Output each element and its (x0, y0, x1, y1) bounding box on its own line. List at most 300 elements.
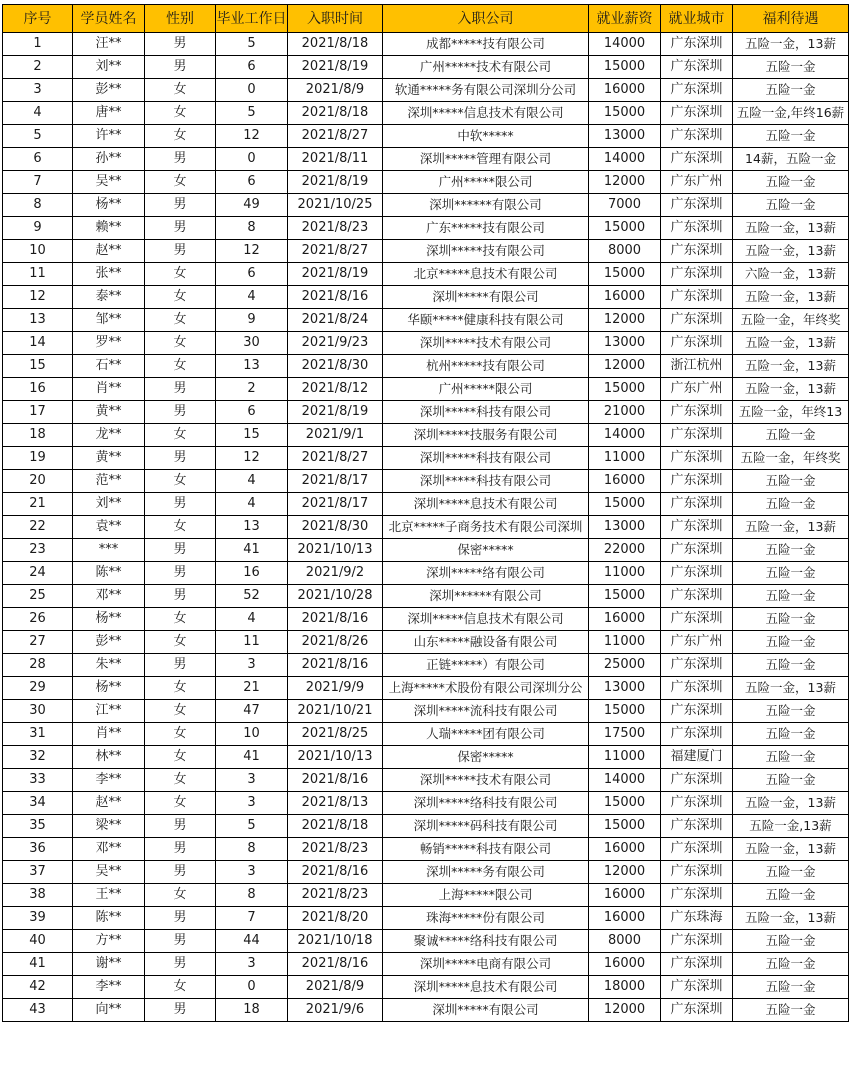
table-row (3, 884, 849, 907)
table-row (3, 171, 849, 194)
cell-benefits: 五险一金，13薪 (733, 355, 849, 378)
cell-salary: 15000 (589, 56, 661, 79)
cell-city: 广东深圳 (661, 861, 733, 884)
cell-hire-date: 2021/8/12 (288, 378, 383, 401)
cell-index: 41 (3, 953, 73, 976)
cell-benefits: 五险一金 (733, 608, 849, 631)
cell-days-after-graduation: 4 (216, 470, 288, 493)
cell-company: 深圳*****科技有限公司 (383, 401, 589, 424)
cell-city: 广东深圳 (661, 999, 733, 1022)
cell-days-after-graduation: 44 (216, 930, 288, 953)
cell-student-name: 陈** (73, 907, 145, 930)
cell-days-after-graduation: 6 (216, 171, 288, 194)
cell-hire-date: 2021/10/21 (288, 700, 383, 723)
cell-benefits: 五险一金，13薪 (733, 516, 849, 539)
cell-student-name: 谢** (73, 953, 145, 976)
cell-index: 24 (3, 562, 73, 585)
table-row (3, 585, 849, 608)
cell-days-after-graduation: 8 (216, 217, 288, 240)
cell-days-after-graduation: 5 (216, 815, 288, 838)
cell-company: 成都*****技有限公司 (383, 33, 589, 56)
cell-gender: 男 (145, 217, 216, 240)
cell-city: 广东深圳 (661, 102, 733, 125)
cell-gender: 男 (145, 654, 216, 677)
cell-student-name: *** (73, 539, 145, 562)
cell-city: 广东深圳 (661, 608, 733, 631)
cell-index: 3 (3, 79, 73, 102)
cell-benefits: 五险一金，年终奖 (733, 309, 849, 332)
cell-salary: 14000 (589, 769, 661, 792)
cell-hire-date: 2021/8/16 (288, 608, 383, 631)
cell-hire-date: 2021/8/25 (288, 723, 383, 746)
cell-hire-date: 2021/8/23 (288, 217, 383, 240)
cell-gender: 男 (145, 194, 216, 217)
cell-gender: 男 (145, 240, 216, 263)
cell-index: 43 (3, 999, 73, 1022)
cell-salary: 17500 (589, 723, 661, 746)
cell-company: 正链*****）有限公司 (383, 654, 589, 677)
table-row (3, 539, 849, 562)
cell-salary: 21000 (589, 401, 661, 424)
cell-city: 广东深圳 (661, 792, 733, 815)
cell-gender: 女 (145, 976, 216, 999)
cell-city: 广东珠海 (661, 907, 733, 930)
cell-days-after-graduation: 3 (216, 769, 288, 792)
cell-index: 18 (3, 424, 73, 447)
cell-hire-date: 2021/8/17 (288, 493, 383, 516)
cell-student-name: 陈** (73, 562, 145, 585)
cell-company: 软通*****务有限公司深圳分公司 (383, 79, 589, 102)
table-row (3, 56, 849, 79)
cell-student-name: 李** (73, 769, 145, 792)
cell-student-name: 袁** (73, 516, 145, 539)
cell-city: 广东深圳 (661, 930, 733, 953)
cell-city: 福建厦门 (661, 746, 733, 769)
cell-hire-date: 2021/8/11 (288, 148, 383, 171)
cell-company: 深圳*****技有限公司 (383, 240, 589, 263)
cell-student-name: 江** (73, 700, 145, 723)
cell-salary: 15000 (589, 263, 661, 286)
cell-student-name: 汪** (73, 33, 145, 56)
cell-gender: 女 (145, 700, 216, 723)
table-row (3, 677, 849, 700)
cell-hire-date: 2021/9/6 (288, 999, 383, 1022)
cell-salary: 25000 (589, 654, 661, 677)
cell-days-after-graduation: 12 (216, 447, 288, 470)
cell-student-name: 龙** (73, 424, 145, 447)
cell-benefits: 五险一金，13薪 (733, 217, 849, 240)
cell-salary: 13000 (589, 677, 661, 700)
cell-gender: 男 (145, 907, 216, 930)
cell-days-after-graduation: 6 (216, 401, 288, 424)
cell-salary: 11000 (589, 562, 661, 585)
cell-city: 广东深圳 (661, 976, 733, 999)
cell-salary: 15000 (589, 378, 661, 401)
cell-company: 广州*****限公司 (383, 171, 589, 194)
cell-student-name: 石** (73, 355, 145, 378)
cell-days-after-graduation: 7 (216, 907, 288, 930)
cell-company: 北京*****子商务技术有限公司深圳 (383, 516, 589, 539)
cell-hire-date: 2021/10/18 (288, 930, 383, 953)
cell-gender: 男 (145, 401, 216, 424)
cell-days-after-graduation: 5 (216, 102, 288, 125)
cell-benefits: 五险一金 (733, 585, 849, 608)
cell-hire-date: 2021/8/19 (288, 171, 383, 194)
cell-salary: 16000 (589, 608, 661, 631)
cell-gender: 男 (145, 56, 216, 79)
cell-student-name: 赵** (73, 792, 145, 815)
cell-student-name: 杨** (73, 608, 145, 631)
cell-days-after-graduation: 3 (216, 953, 288, 976)
cell-gender: 男 (145, 539, 216, 562)
cell-index: 16 (3, 378, 73, 401)
cell-hire-date: 2021/8/16 (288, 286, 383, 309)
cell-student-name: 邓** (73, 585, 145, 608)
cell-index: 28 (3, 654, 73, 677)
cell-index: 4 (3, 102, 73, 125)
table-body (3, 33, 849, 1022)
cell-city: 广东深圳 (661, 332, 733, 355)
cell-city: 浙江杭州 (661, 355, 733, 378)
cell-benefits: 五险一金 (733, 171, 849, 194)
cell-days-after-graduation: 3 (216, 654, 288, 677)
cell-salary: 12000 (589, 171, 661, 194)
cell-gender: 女 (145, 309, 216, 332)
table-row (3, 309, 849, 332)
cell-hire-date: 2021/8/19 (288, 263, 383, 286)
header-salary: 就业薪资 (589, 5, 661, 33)
cell-days-after-graduation: 13 (216, 516, 288, 539)
cell-days-after-graduation: 5 (216, 33, 288, 56)
cell-salary: 14000 (589, 33, 661, 56)
cell-hire-date: 2021/8/27 (288, 447, 383, 470)
cell-company: 杭州*****技有限公司 (383, 355, 589, 378)
cell-salary: 11000 (589, 631, 661, 654)
cell-company: 深圳*****息技术有限公司 (383, 493, 589, 516)
cell-benefits: 五险一金 (733, 470, 849, 493)
cell-student-name: 林** (73, 746, 145, 769)
cell-hire-date: 2021/8/19 (288, 56, 383, 79)
cell-days-after-graduation: 49 (216, 194, 288, 217)
cell-student-name: 刘** (73, 493, 145, 516)
cell-student-name: 吴** (73, 861, 145, 884)
cell-index: 21 (3, 493, 73, 516)
cell-gender: 女 (145, 79, 216, 102)
cell-days-after-graduation: 10 (216, 723, 288, 746)
table-row (3, 769, 849, 792)
cell-days-after-graduation: 6 (216, 56, 288, 79)
cell-hire-date: 2021/9/2 (288, 562, 383, 585)
cell-company: 深圳*****科技有限公司 (383, 447, 589, 470)
cell-benefits: 五险一金 (733, 424, 849, 447)
cell-gender: 男 (145, 861, 216, 884)
cell-city: 广东深圳 (661, 286, 733, 309)
table-row (3, 79, 849, 102)
cell-hire-date: 2021/8/30 (288, 516, 383, 539)
cell-index: 35 (3, 815, 73, 838)
cell-gender: 女 (145, 355, 216, 378)
table-row (3, 240, 849, 263)
cell-days-after-graduation: 41 (216, 539, 288, 562)
cell-hire-date: 2021/8/9 (288, 79, 383, 102)
table-row (3, 401, 849, 424)
cell-company: 深圳*****流科技有限公司 (383, 700, 589, 723)
cell-salary: 13000 (589, 516, 661, 539)
cell-city: 广东深圳 (661, 447, 733, 470)
cell-benefits: 五险一金 (733, 493, 849, 516)
cell-company: 深圳*****信息技术有限公司 (383, 102, 589, 125)
cell-company: 深圳*****络科技有限公司 (383, 792, 589, 815)
table-row (3, 493, 849, 516)
cell-student-name: 肖** (73, 723, 145, 746)
cell-index: 25 (3, 585, 73, 608)
cell-hire-date: 2021/8/26 (288, 631, 383, 654)
cell-salary: 12000 (589, 861, 661, 884)
cell-hire-date: 2021/10/13 (288, 746, 383, 769)
header-benefits: 福利待遇 (733, 5, 849, 33)
cell-city: 广东深圳 (661, 769, 733, 792)
cell-salary: 16000 (589, 907, 661, 930)
cell-index: 38 (3, 884, 73, 907)
table-row (3, 631, 849, 654)
cell-student-name: 许** (73, 125, 145, 148)
cell-days-after-graduation: 3 (216, 861, 288, 884)
cell-student-name: 张** (73, 263, 145, 286)
cell-benefits: 五险一金 (733, 930, 849, 953)
cell-company: 广州*****限公司 (383, 378, 589, 401)
cell-student-name: 方** (73, 930, 145, 953)
cell-index: 17 (3, 401, 73, 424)
table-row (3, 608, 849, 631)
cell-student-name: 泰** (73, 286, 145, 309)
cell-index: 11 (3, 263, 73, 286)
cell-salary: 13000 (589, 332, 661, 355)
cell-company: 深圳*****信息技术有限公司 (383, 608, 589, 631)
cell-city: 广东深圳 (661, 585, 733, 608)
cell-index: 2 (3, 56, 73, 79)
table-row (3, 838, 849, 861)
table-row (3, 953, 849, 976)
cell-days-after-graduation: 4 (216, 286, 288, 309)
cell-benefits: 五险一金，13薪 (733, 240, 849, 263)
header-index: 序号 (3, 5, 73, 33)
cell-hire-date: 2021/8/27 (288, 125, 383, 148)
cell-city: 广东深圳 (661, 884, 733, 907)
cell-student-name: 罗** (73, 332, 145, 355)
cell-salary: 8000 (589, 930, 661, 953)
table-row (3, 861, 849, 884)
cell-days-after-graduation: 21 (216, 677, 288, 700)
cell-salary: 16000 (589, 470, 661, 493)
cell-salary: 15000 (589, 493, 661, 516)
cell-benefits: 五险一金,13薪 (733, 815, 849, 838)
cell-city: 广东深圳 (661, 33, 733, 56)
cell-salary: 22000 (589, 539, 661, 562)
cell-days-after-graduation: 2 (216, 378, 288, 401)
cell-days-after-graduation: 8 (216, 884, 288, 907)
cell-gender: 女 (145, 723, 216, 746)
cell-company: 山东*****融设备有限公司 (383, 631, 589, 654)
cell-company: 上海*****术股份有限公司深圳分公 (383, 677, 589, 700)
cell-company: 北京*****息技术有限公司 (383, 263, 589, 286)
cell-gender: 女 (145, 470, 216, 493)
table-row (3, 976, 849, 999)
cell-days-after-graduation: 9 (216, 309, 288, 332)
cell-city: 广东深圳 (661, 723, 733, 746)
cell-index: 6 (3, 148, 73, 171)
cell-city: 广东广州 (661, 171, 733, 194)
cell-hire-date: 2021/8/23 (288, 884, 383, 907)
table-row (3, 516, 849, 539)
cell-benefits: 五险一金 (733, 769, 849, 792)
cell-company: 珠海*****份有限公司 (383, 907, 589, 930)
table-row (3, 470, 849, 493)
cell-days-after-graduation: 0 (216, 79, 288, 102)
cell-city: 广东深圳 (661, 263, 733, 286)
cell-benefits: 五险一金，13薪 (733, 332, 849, 355)
cell-company: 深圳******有限公司 (383, 194, 589, 217)
cell-hire-date: 2021/8/16 (288, 861, 383, 884)
cell-index: 33 (3, 769, 73, 792)
cell-benefits: 五险一金，年终奖 (733, 447, 849, 470)
cell-days-after-graduation: 12 (216, 125, 288, 148)
cell-city: 广东广州 (661, 631, 733, 654)
cell-city: 广东深圳 (661, 217, 733, 240)
table-row (3, 263, 849, 286)
cell-salary: 14000 (589, 424, 661, 447)
cell-student-name: 彭** (73, 79, 145, 102)
cell-days-after-graduation: 4 (216, 608, 288, 631)
cell-hire-date: 2021/8/18 (288, 33, 383, 56)
cell-index: 30 (3, 700, 73, 723)
cell-gender: 女 (145, 332, 216, 355)
cell-city: 广东深圳 (661, 700, 733, 723)
cell-salary: 12000 (589, 309, 661, 332)
cell-salary: 18000 (589, 976, 661, 999)
cell-days-after-graduation: 8 (216, 838, 288, 861)
table-row (3, 33, 849, 56)
cell-days-after-graduation: 15 (216, 424, 288, 447)
cell-city: 广东深圳 (661, 56, 733, 79)
cell-hire-date: 2021/8/30 (288, 355, 383, 378)
cell-student-name: 王** (73, 884, 145, 907)
cell-city: 广东深圳 (661, 838, 733, 861)
cell-index: 40 (3, 930, 73, 953)
cell-benefits: 五险一金，13薪 (733, 792, 849, 815)
cell-index: 19 (3, 447, 73, 470)
cell-gender: 女 (145, 769, 216, 792)
cell-benefits: 五险一金 (733, 746, 849, 769)
cell-city: 广东深圳 (661, 493, 733, 516)
cell-city: 广东深圳 (661, 516, 733, 539)
cell-student-name: 肖** (73, 378, 145, 401)
cell-student-name: 朱** (73, 654, 145, 677)
cell-days-after-graduation: 4 (216, 493, 288, 516)
cell-company: 广东*****技有限公司 (383, 217, 589, 240)
cell-student-name: 彭** (73, 631, 145, 654)
cell-hire-date: 2021/8/13 (288, 792, 383, 815)
cell-days-after-graduation: 11 (216, 631, 288, 654)
cell-company: 畅销*****科技有限公司 (383, 838, 589, 861)
cell-days-after-graduation: 47 (216, 700, 288, 723)
cell-days-after-graduation: 52 (216, 585, 288, 608)
header-row (3, 5, 849, 33)
cell-company: 广州*****技术有限公司 (383, 56, 589, 79)
cell-hire-date: 2021/8/16 (288, 769, 383, 792)
cell-days-after-graduation: 0 (216, 976, 288, 999)
cell-hire-date: 2021/9/23 (288, 332, 383, 355)
cell-city: 广东深圳 (661, 539, 733, 562)
cell-city: 广东深圳 (661, 194, 733, 217)
cell-company: 聚诚*****络科技有限公司 (383, 930, 589, 953)
cell-salary: 15000 (589, 585, 661, 608)
cell-salary: 16000 (589, 884, 661, 907)
cell-index: 1 (3, 33, 73, 56)
cell-benefits: 五险一金，13薪 (733, 838, 849, 861)
cell-index: 39 (3, 907, 73, 930)
cell-student-name: 杨** (73, 677, 145, 700)
cell-benefits: 五险一金 (733, 884, 849, 907)
table-row (3, 217, 849, 240)
cell-salary: 12000 (589, 355, 661, 378)
cell-benefits: 五险一金 (733, 999, 849, 1022)
table-row (3, 999, 849, 1022)
cell-gender: 女 (145, 125, 216, 148)
cell-index: 29 (3, 677, 73, 700)
cell-gender: 女 (145, 608, 216, 631)
cell-benefits: 五险一金 (733, 723, 849, 746)
cell-hire-date: 2021/8/9 (288, 976, 383, 999)
cell-salary: 15000 (589, 700, 661, 723)
cell-index: 23 (3, 539, 73, 562)
cell-gender: 男 (145, 585, 216, 608)
cell-city: 广东深圳 (661, 125, 733, 148)
cell-student-name: 向** (73, 999, 145, 1022)
cell-days-after-graduation: 18 (216, 999, 288, 1022)
cell-benefits: 五险一金 (733, 654, 849, 677)
cell-benefits: 六险一金，13薪 (733, 263, 849, 286)
cell-gender: 男 (145, 378, 216, 401)
cell-benefits: 五险一金 (733, 79, 849, 102)
cell-student-name: 孙** (73, 148, 145, 171)
cell-city: 广东深圳 (661, 401, 733, 424)
cell-company: 深圳*****有限公司 (383, 286, 589, 309)
cell-gender: 女 (145, 263, 216, 286)
table-row (3, 447, 849, 470)
cell-gender: 女 (145, 516, 216, 539)
cell-benefits: 五险一金，13薪 (733, 378, 849, 401)
cell-city: 广东深圳 (661, 309, 733, 332)
table-row (3, 332, 849, 355)
cell-student-name: 黄** (73, 447, 145, 470)
header-hire-date: 入职时间 (288, 5, 383, 33)
header-gender: 性别 (145, 5, 216, 33)
cell-company: 深圳*****技服务有限公司 (383, 424, 589, 447)
cell-student-name: 邹** (73, 309, 145, 332)
cell-benefits: 五险一金，13薪 (733, 33, 849, 56)
table-row (3, 746, 849, 769)
header-company: 入职公司 (383, 5, 589, 33)
cell-gender: 女 (145, 424, 216, 447)
cell-benefits: 五险一金，13薪 (733, 286, 849, 309)
cell-salary: 8000 (589, 240, 661, 263)
cell-company: 深圳*****技术有限公司 (383, 332, 589, 355)
cell-index: 26 (3, 608, 73, 631)
cell-city: 广东深圳 (661, 815, 733, 838)
cell-hire-date: 2021/9/1 (288, 424, 383, 447)
cell-gender: 男 (145, 999, 216, 1022)
cell-company: 保密***** (383, 539, 589, 562)
